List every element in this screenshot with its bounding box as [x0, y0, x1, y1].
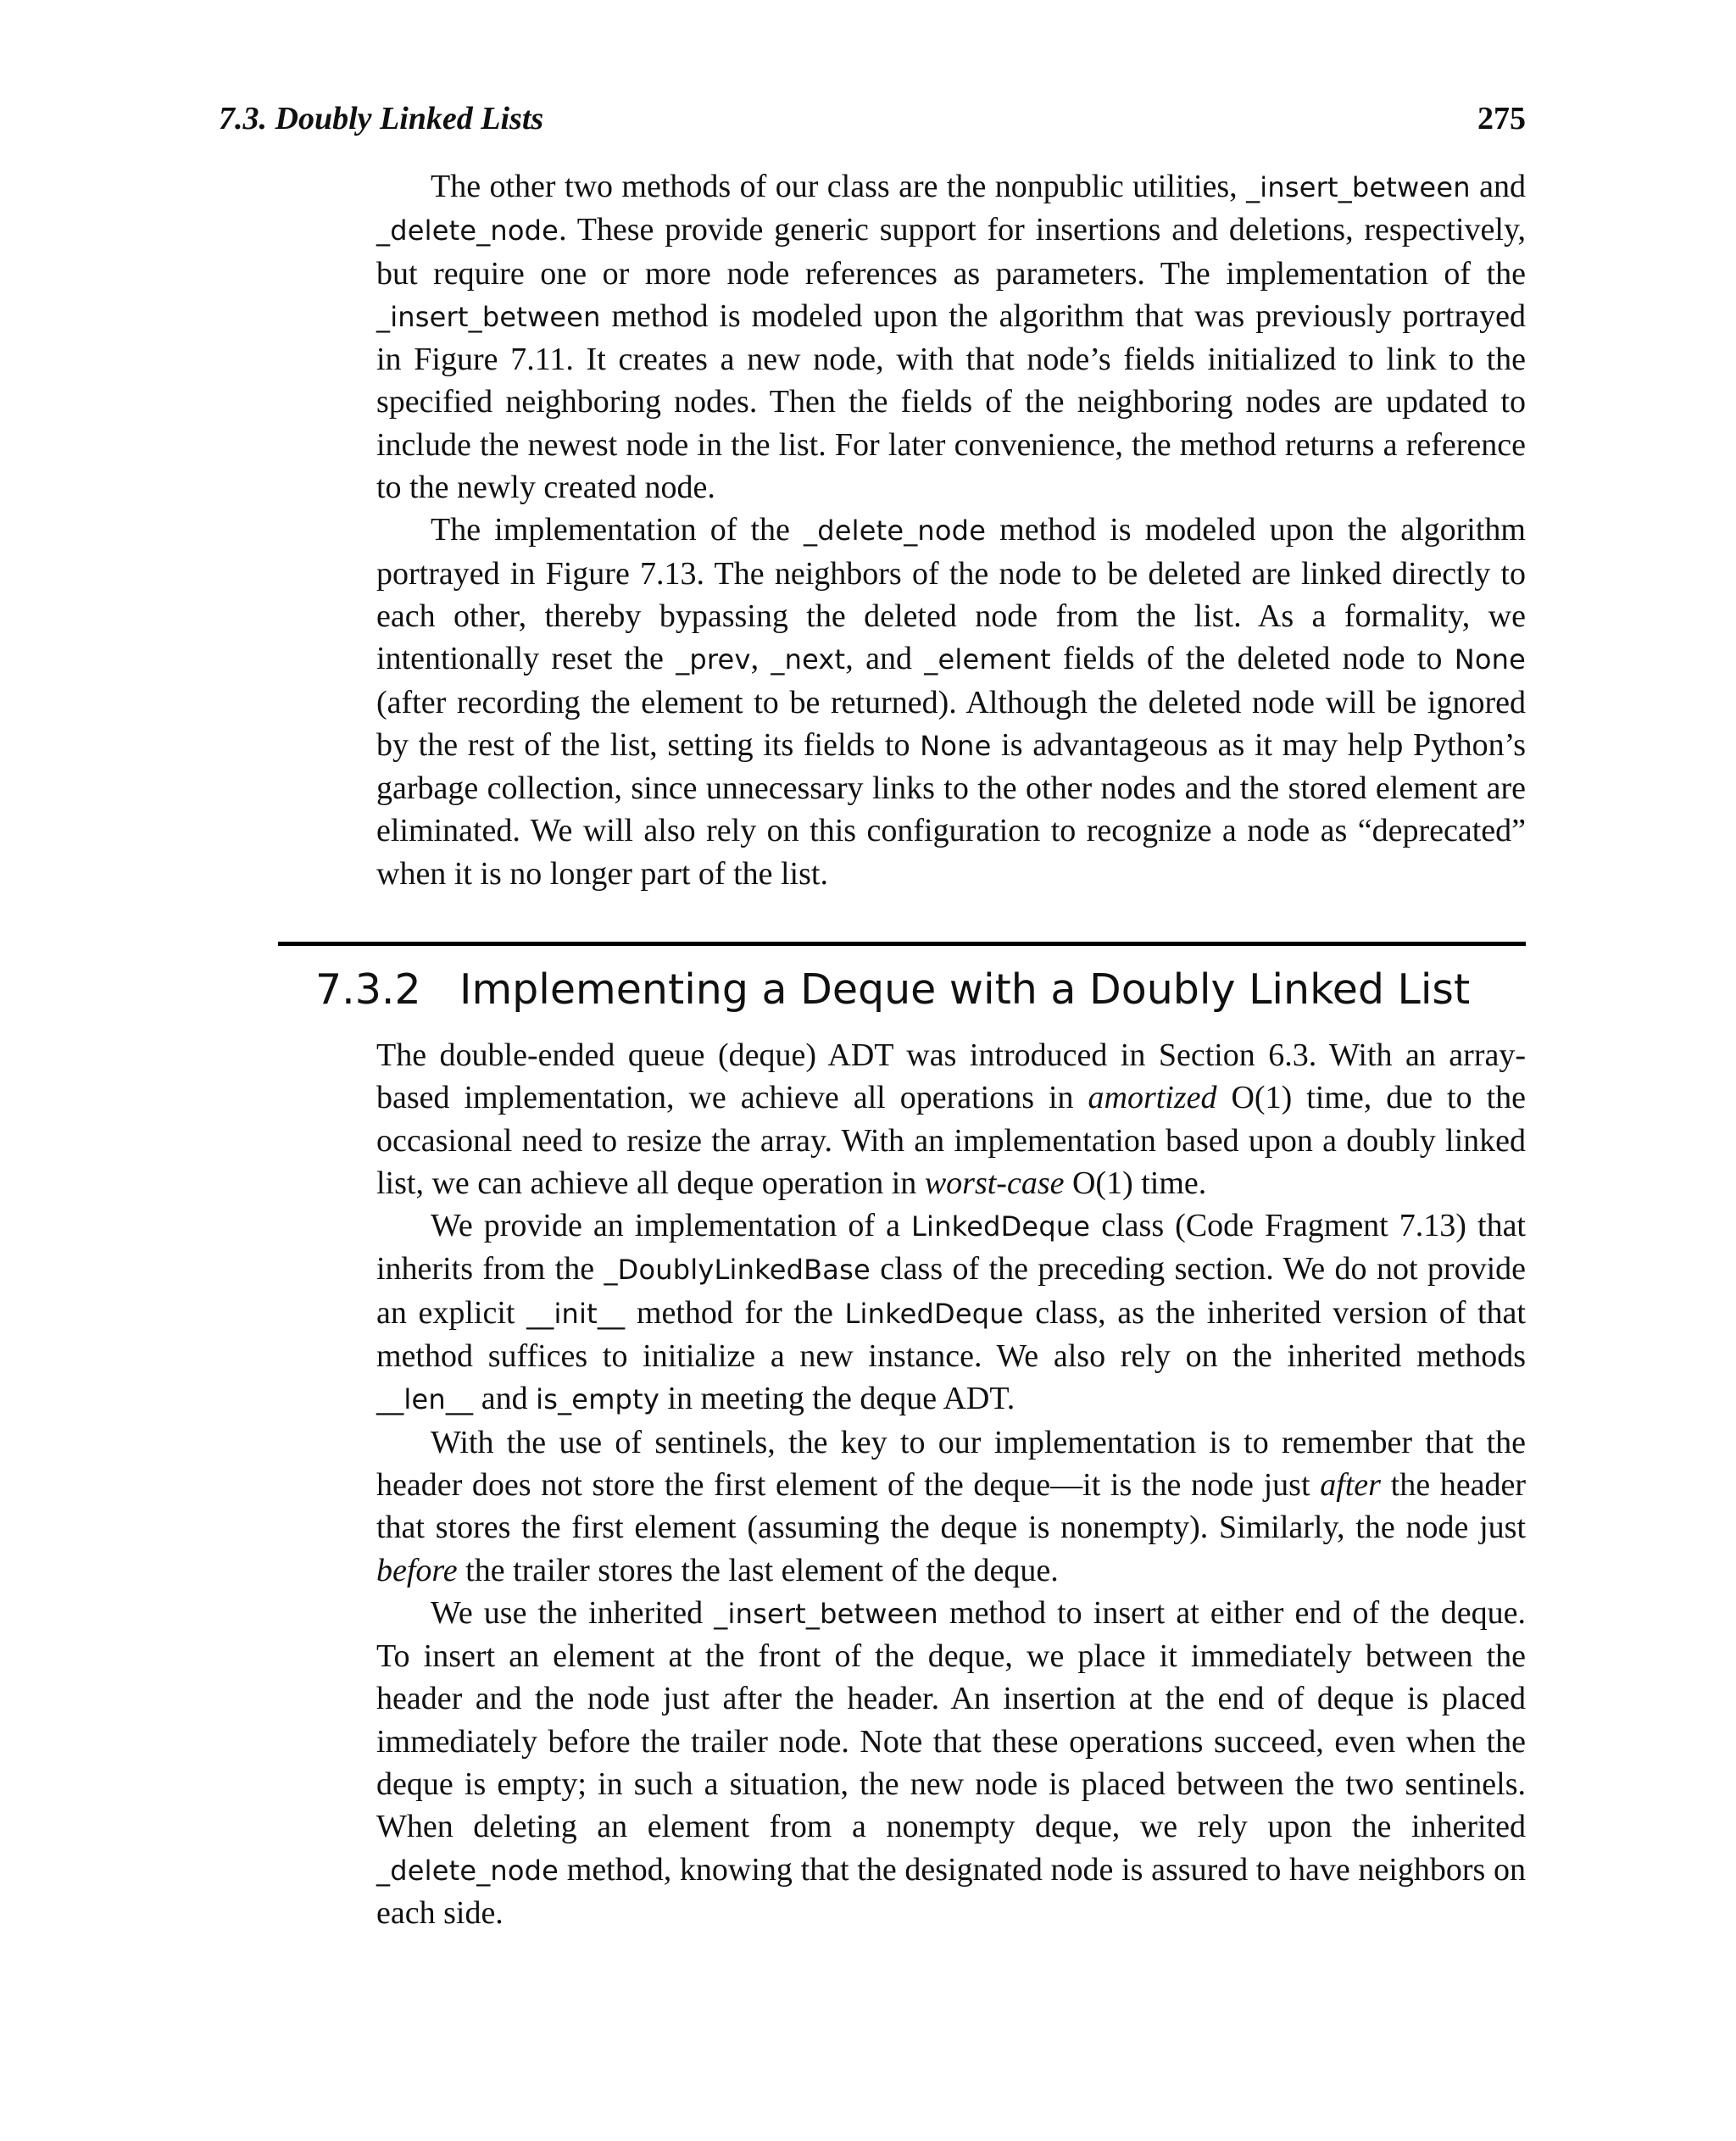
paragraph: With the use of sentinels, the key to our implementation is to remember that the header does not store the first element of the deque—it is the node just after the header that stores the first element (assuming the deque is nonempty). Similarly, the node just before the trailer stores the last element of the deque.	[376, 1424, 1526, 1588]
page-number: 275	[1477, 101, 1526, 136]
code-term: _DoublyLinkedBase	[604, 1254, 871, 1287]
emphasis: before	[376, 1552, 458, 1588]
code-term: LinkedDeque	[911, 1210, 1091, 1243]
code-term: _prev	[676, 643, 751, 676]
section-rule	[278, 942, 1526, 946]
chapter-title: 7.3. Doubly Linked Lists	[219, 101, 544, 136]
code-term: _element	[924, 643, 1051, 676]
section-number: 7.3.2	[315, 965, 421, 1014]
body-text-upper	[376, 165, 1526, 895]
paragraph: We provide an implementation of a LinkedDeque class (Code Fragment 7.13) that inherits from the _DoublyLinkedBase class of the preceding section. We do not provide an explicit __init__ method for the LinkedDeque class, as the inherited version of that method suffices to initialize a new instance. We also rely on the inherited methods __len__ and is_empty in meeting the deque ADT.	[376, 1208, 1526, 1417]
running-head	[219, 100, 1526, 147]
section-heading	[315, 956, 1527, 1024]
code-term: is_empty	[536, 1383, 659, 1416]
code-term: None	[920, 729, 992, 762]
paragraph: The implementation of the _delete_node method is modeled upon the algorithm portrayed in Figure 7.13. The neighbors of the node to be deleted are linked directly to each other, thereby bypassing the deleted node from the list. As a formality, we intentionally reset the _prev, _next, and _element fields of the deleted node to None (after recording the element to be returned). Although the deleted node will be ignored by the rest of the list, setting its fields to None is advantageous as it may help Python’s garbage collection, since unnecessary links to the other nodes and the stored element are eliminated. We will also rely on this configuration to recognize a node as “deprecated” when it is no longer part of the list.	[376, 512, 1527, 892]
body-text-lower	[376, 1034, 1526, 1934]
section-title: Implementing a Deque with a Doubly Linked List	[459, 965, 1471, 1014]
code-term: _delete_node	[376, 1854, 559, 1887]
code-term: None	[1454, 643, 1527, 676]
code-term: _delete_node	[376, 214, 559, 247]
code-term: __init__	[526, 1297, 626, 1330]
paragraph: We use the inherited _insert_between method to insert at either end of the deque. To insert an element at the front of the deque, we place it immediately between the header and the node just after the header. An insertion at the end of deque is placed immediately before the trailer node. Note that these operations succeed, even when the deque is empty; in such a situation, the new node is placed between the two sentinels. When deleting an element from a nonempty deque, we rely upon the inherited _delete_node method, knowing that the designated node is assured to have neighbors on each side.	[376, 1594, 1526, 1931]
code-term: __len__	[376, 1383, 474, 1416]
emphasis: after	[1320, 1466, 1381, 1503]
code-term: _insert_between	[714, 1597, 938, 1630]
code-term: _delete_node	[804, 514, 987, 548]
paragraph: The other two methods of our class are the nonpublic utilities, _insert_between and _delete_node. These provide generic support for insertions and deletions, respectively, but require one or more node references as parameters. The implementation of the _insert_between method is modeled upon the algorithm that was previously portrayed in Figure 7.11. It creates a new node, with that node’s fields initialized to link to the specified neighboring nodes. Then the fields of the neighboring nodes are updated to include the newest node in the list. For later convenience, the method returns a reference to the newly created node.	[376, 169, 1526, 506]
code-term: _next	[771, 643, 846, 676]
code-term: _insert_between	[1246, 171, 1471, 203]
code-term: _insert_between	[376, 300, 601, 333]
code-term: LinkedDeque	[844, 1297, 1024, 1330]
emphasis: worst-case	[924, 1165, 1065, 1201]
paragraph: The double-ended queue (deque) ADT was introduced in Section 6.3. With an array-based implementation, we achieve all operations in amortized O(1) time, due to the occasional need to resize the array. With an implementation based upon a doubly linked list, we can achieve all deque operation in worst-case O(1) time.	[376, 1037, 1527, 1201]
emphasis: amortized	[1088, 1080, 1217, 1116]
